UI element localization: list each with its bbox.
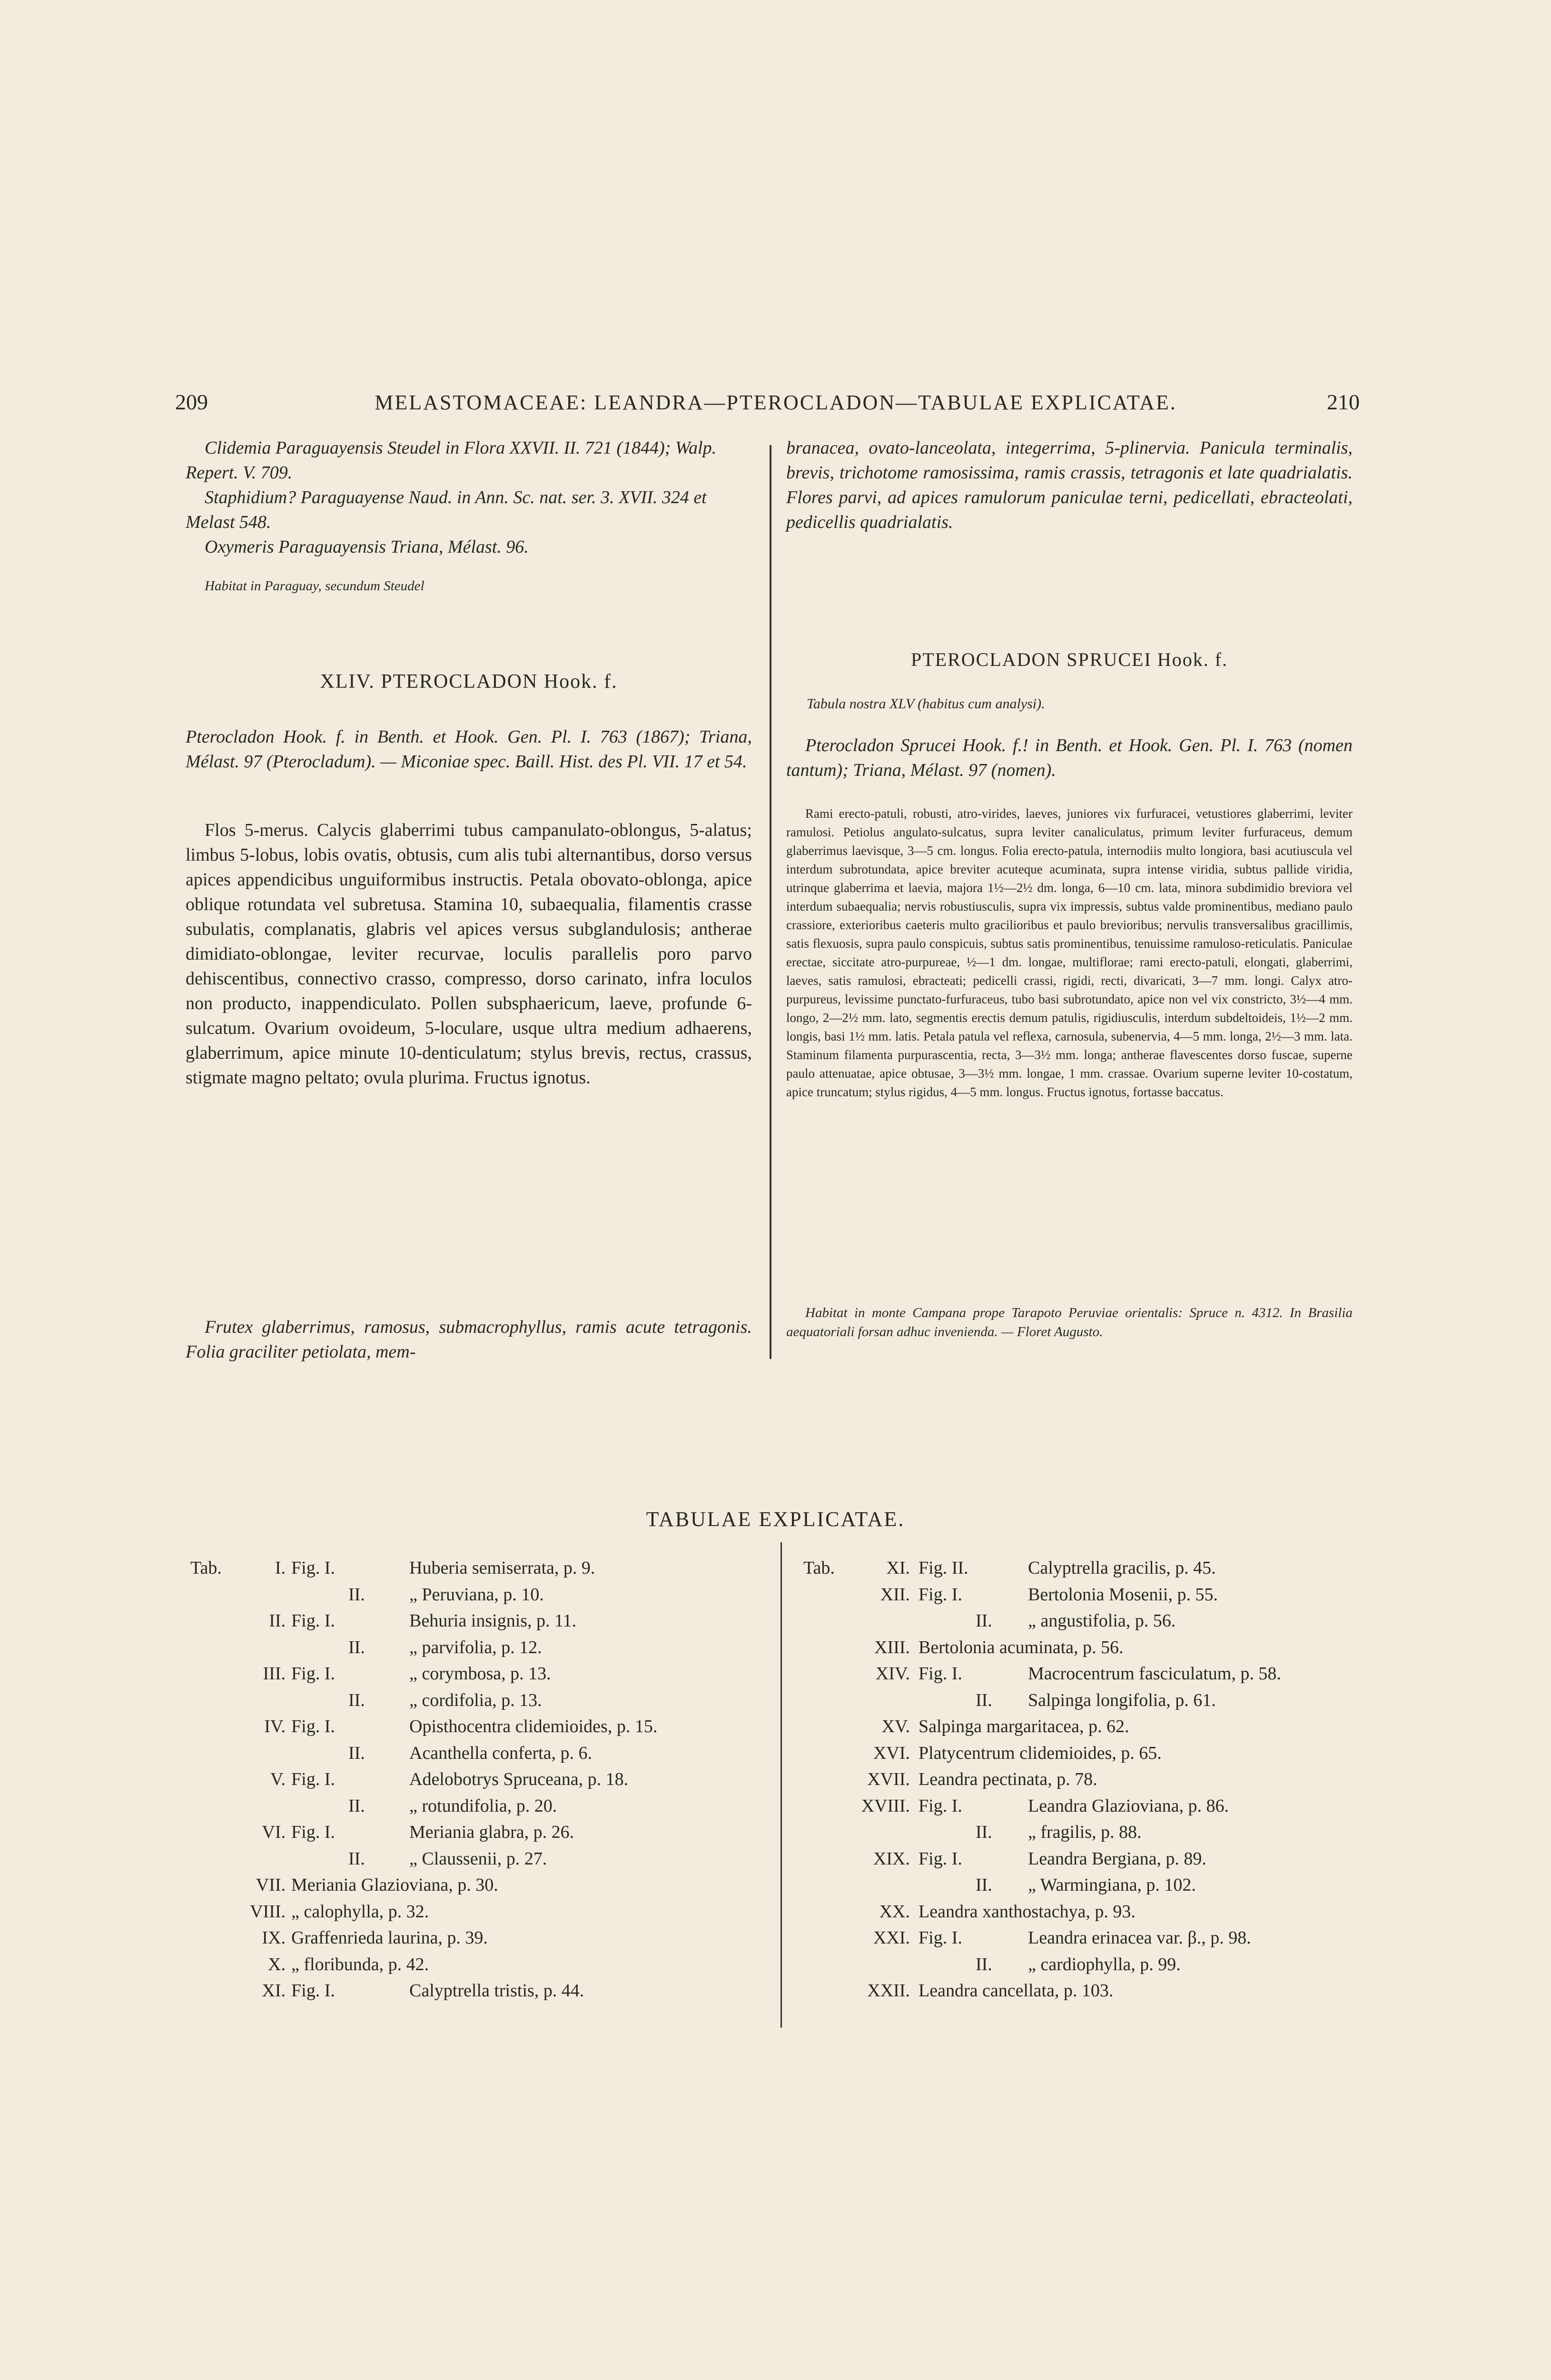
- tabula-entry: Acanthella conferta, p. 6.: [409, 1743, 593, 1763]
- tabula-number: XIX.: [873, 1848, 910, 1869]
- tabula-entry: Huberia semiserrata, p. 9.: [409, 1558, 595, 1578]
- tabula-number: II.: [269, 1611, 286, 1631]
- tabula-figure: Fig. I.: [291, 1822, 335, 1842]
- tabulae-right-label: Tab.: [803, 1558, 835, 1578]
- genus-references: Pterocladon Hook. f. in Benth. et Hook. Gen. Pl. I. 763 (1867); Triana, Mélast. 97 (Pterocladum). — Miconiae spec. Baill. Hist. des Pl. VII. 17 et 54.: [186, 727, 752, 772]
- genus-description-continued: branacea, ovato-lanceolata, integerrima, 5-plinervia. Panicula terminalis, brevis, trichotome ramosissima, ramis crassis, tetragonis et late quadrialatis. Flores parvi, ad apices ramulorum paniculae terni, pedicellati, ebracteolati, pedicellis quadrialatis.: [786, 438, 1353, 532]
- tabula-entry: Platycentrum clidemioides, p. 65.: [919, 1743, 1162, 1763]
- tabula-entry: Macrocentrum fasciculatum, p. 58.: [1028, 1664, 1281, 1684]
- tabula-entry: Calyptrella gracilis, p. 45.: [1028, 1558, 1216, 1578]
- tabula-entry: „ cordifolia, p. 13.: [409, 1690, 542, 1710]
- synonym-oxymeris: Oxymeris Paraguayensis Triana, Mélast. 96.: [205, 537, 529, 557]
- tabulae-title: TABULAE EXPLICATAE.: [646, 1507, 905, 1531]
- tabula-number: XXI.: [873, 1928, 910, 1948]
- tabula-entry: Meriania Glazioviana, p. 30.: [291, 1875, 498, 1895]
- tabula-figure: Fig. I.: [291, 1664, 335, 1684]
- tabula-entry: „ Peruviana, p. 10.: [409, 1584, 544, 1605]
- tabula-entry: Salpinga margaritacea, p. 62.: [919, 1716, 1129, 1736]
- tabula-entry: Bertolonia Mosenii, p. 55.: [1028, 1584, 1218, 1605]
- tabula-number: VI.: [262, 1822, 286, 1842]
- tabula-entry: „ angustifolia, p. 56.: [1028, 1611, 1176, 1631]
- tabula-figure: Fig. I.: [291, 1611, 335, 1631]
- tabula-number: VIII.: [250, 1901, 286, 1922]
- tabula-entry: Behuria insignis, p. 11.: [409, 1611, 577, 1631]
- tabula-number: XVIII.: [861, 1795, 910, 1816]
- tabula-number: III.: [263, 1664, 286, 1684]
- tabula-number: XI.: [262, 1981, 286, 2001]
- tabula-figure: II.: [976, 1690, 992, 1710]
- tabula-number: XII.: [880, 1584, 910, 1605]
- tabula-figure: II.: [348, 1743, 365, 1763]
- synonym-clidemia: Clidemia Paraguayensis Steudel in Flora XXVII. II. 721 (1844); Walp. Repert. V. 709.: [186, 438, 717, 483]
- tabula-number: XIV.: [875, 1664, 910, 1684]
- tabula-figure: Fig. I.: [919, 1928, 962, 1948]
- synonym-staphidium: Staphidium? Paraguayense Naud. in Ann. Sc. nat. ser. 3. XVII. 324 et Melast 548.: [186, 487, 707, 532]
- species-description: Rami erecto-patuli, robusti, atro-virides, laeves, juniores vix furfuracei, vetustiores glaberrimi, leviter ramulosi. Petiolus angulato-sulcatus, supra leviter canaliculatus, primum leviter furfuraceus, demum glaberrimus laevisque, 3—5 cm. longus. Folia erecto-patula, internodiis multo longiora, basi acutiuscula vel interdum subrotundata, apice breviter acuteque acuminata, supra intense viridia, subtus pallide viridia, utrinque glaberrima et laevia, majora 1½—2½ dm. longa, 6—10 cm. lata, minora subdimidio breviora vel interdum subaequalia; nervis robustiusculis, supra vix impressis, subtus valde prominentibus, mediano paulo crassiore, exterioribus caeteris multo gracilioribus et paulo brevioribus; nervulis transversalibus gracillimis, satis flexuosis, supra paulo conspicuis, subtus satis prominentibus, tenuissime ramuloso-reticulatis. Paniculae erectae, siccitate atro-purpureae, ½—1 dm. longae, multiflorae; rami erecto-patuli, elongati, glaberrimi, laeves, satis ramulosi, ebracteati; pedicelli crassi, rigidi, recti, divaricati, 3—7 mm. longi. Calyx atro-purpureus, levissime punctato-furfuraceus, tubo basi subrotundato, apice non vel vix constricto, 3½—4 mm. longo, 2—2½ mm. lato, segmentis erectis demum patulis, rigidiusculis, interdum subdeltoideis, 1½—2 mm. longis, basi 1½ mm. latis. Petala patula vel reflexa, carnosula, subenervia, 4—5 mm. longa, 2½—3 mm. lata. Staminum filamenta purpurascentia, recta, 3—3½ mm. longa; antherae flavescentes dorso fuscae, superne paulo attenuatae, apice obtusae, 3—3½ mm. longae, 1 mm. crassae. Ovarium superne leviter 10-costatum, apice truncatum; stylus rigidus, 4—5 mm. longus. Fructus ignotus, fortasse baccatus.: [786, 806, 1353, 1099]
- tabula-entry: Bertolonia acuminata, p. 56.: [919, 1637, 1124, 1657]
- species-references: Pterocladon Sprucei Hook. f.! in Benth. et Hook. Gen. Pl. I. 763 (nomen tantum); Triana, Mélast. 97 (nomen).: [786, 735, 1353, 780]
- tabula-number: V.: [270, 1769, 286, 1789]
- tabula-entry: Salpinga longifolia, p. 61.: [1028, 1690, 1216, 1710]
- tabula-figure: II.: [976, 1822, 992, 1842]
- tabula-entry: „ calophylla, p. 32.: [291, 1901, 429, 1922]
- tabula-figure: Fig. I.: [291, 1981, 335, 2001]
- tabula-entry: Leandra pectinata, p. 78.: [919, 1769, 1097, 1789]
- tabula-figure: II.: [976, 1875, 992, 1895]
- tabula-number: XX.: [879, 1901, 910, 1922]
- tabula-figure: II.: [348, 1690, 365, 1710]
- tabula-entry: „ corymbosa, p. 13.: [409, 1664, 551, 1684]
- running-title: MELASTOMACEAE: LEANDRA—PTEROCLADON—TABULAE EXPLICATAE.: [375, 391, 1177, 414]
- tabula-number: IV.: [264, 1716, 286, 1736]
- tabula-number: IX.: [262, 1928, 286, 1948]
- tabula-figure: II.: [348, 1795, 365, 1816]
- tabula-figure: Fig. I.: [291, 1716, 335, 1736]
- tabula-number: XV.: [881, 1716, 910, 1736]
- tabulae-left-label: Tab.: [190, 1558, 222, 1578]
- tabula-entry: Leandra xanthostachya, p. 93.: [919, 1901, 1136, 1922]
- tabula-entry: „ rotundifolia, p. 20.: [409, 1795, 557, 1816]
- tabula-number: VII.: [256, 1875, 286, 1895]
- tabula-entry: „ parvifolia, p. 12.: [409, 1637, 542, 1657]
- tabula-entry: Meriania glabra, p. 26.: [409, 1822, 574, 1842]
- tabula-entry: Graffenrieda laurina, p. 39.: [291, 1928, 488, 1948]
- tabula-figure: II.: [976, 1611, 992, 1631]
- habitat-note: Habitat in Paraguay, secundum Steudel: [205, 578, 425, 594]
- tabula-number: X.: [268, 1954, 286, 1974]
- tabula-figure: Fig. I.: [291, 1769, 335, 1789]
- genus-heading: XLIV. PTEROCLADON Hook. f.: [320, 671, 618, 693]
- tabula-figure: II.: [348, 1848, 365, 1869]
- tabula-figure: II.: [348, 1637, 365, 1657]
- tabula-figure: Fig. I.: [919, 1584, 962, 1605]
- tabula-number: XIII.: [874, 1637, 910, 1657]
- tabula-number: XI.: [886, 1558, 910, 1578]
- tabula-figure: Fig. I.: [919, 1795, 962, 1816]
- tabulae-divider: [780, 1542, 782, 2028]
- tabula-entry: „ fragilis, p. 88.: [1028, 1822, 1142, 1842]
- tabula-figure: II.: [976, 1954, 992, 1974]
- tabula-figure: Fig. II.: [919, 1558, 968, 1578]
- page-number-right: 210: [1327, 390, 1360, 414]
- tabula-number: XXII.: [867, 1981, 910, 2001]
- tabula-entry: Adelobotrys Spruceana, p. 18.: [409, 1769, 629, 1789]
- tabula-entry: „ Claussenii, p. 27.: [409, 1848, 547, 1869]
- frutex-paragraph: Frutex glaberrimus, ramosus, submacrophyllus, ramis acute tetragonis. Folia graciliter petiolata, mem-: [186, 1317, 752, 1362]
- tabula-number: XVI.: [873, 1743, 910, 1763]
- genus-description: Flos 5-merus. Calycis glaberrimi tubus campanulato-oblongus, 5-alatus; limbus 5-lobus, lobis ovatis, obtusis, cum alis tubi alternantibus, dorso versus apices appendicibus unguiformibus instructis. Petala obovato-oblonga, apice oblique rotundata vel subretusa. Stamina 10, subaequalia, filamentis crasse subulatis, complanatis, glabris vel apices versus subglandulosis; antherae dimidiato-oblongae, leviter recurvae, loculis parallelis poro parvo dehiscentibus, connectivo crasso, compresso, dorso carinato, infra loculos non producto, inappendiculato. Pollen subsphaericum, laeve, profunde 6-sulcatum. Ovarium ovoideum, 5-loculare, usque ultra medium adhaerens, glaberrimum, apice minute 10-denticulatum; stylus brevis, rectus, crassus, stigmate magno peltato; ovula plurima. Fructus ignotus.: [186, 820, 752, 1088]
- tabula-figure: Fig. I.: [919, 1664, 962, 1684]
- tabula-figure: II.: [348, 1584, 365, 1605]
- left-column: [186, 436, 752, 598]
- tabula-number: XVII.: [867, 1769, 910, 1789]
- tabula-entry: Leandra cancellata, p. 103.: [919, 1981, 1114, 2001]
- page-number-left: 209: [175, 390, 208, 414]
- tabula-entry: Leandra erinacea var. β., p. 98.: [1028, 1928, 1251, 1948]
- tabula-entry: „ Warmingiana, p. 102.: [1028, 1875, 1196, 1895]
- tabula-entry: Opisthocentra clidemioides, p. 15.: [409, 1716, 658, 1736]
- tabula-figure: Fig. I.: [291, 1558, 335, 1578]
- species-heading: PTEROCLADON SPRUCEI Hook. f.: [910, 649, 1228, 670]
- tabula-entry: „ floribunda, p. 42.: [291, 1954, 429, 1974]
- tabula-entry: Calyptrella tristis, p. 44.: [409, 1981, 584, 2001]
- tabula-entry: Leandra Bergiana, p. 89.: [1028, 1848, 1206, 1869]
- tabula-reference: Tabula nostra XLV (habitus cum analysi).: [807, 696, 1045, 712]
- column-divider: [770, 445, 771, 1359]
- tabula-number: I.: [275, 1558, 286, 1578]
- tabula-figure: Fig. I.: [919, 1848, 962, 1869]
- species-habitat: Habitat in monte Campana prope Tarapoto Peruviae orientalis: Spruce n. 4312. In Brasilia aequatoriali forsan adhuc invenienda. — Floret Augusto.: [786, 1305, 1353, 1339]
- tabula-entry: „ cardiophylla, p. 99.: [1028, 1954, 1181, 1974]
- tabula-entry: Leandra Glazioviana, p. 86.: [1028, 1795, 1229, 1816]
